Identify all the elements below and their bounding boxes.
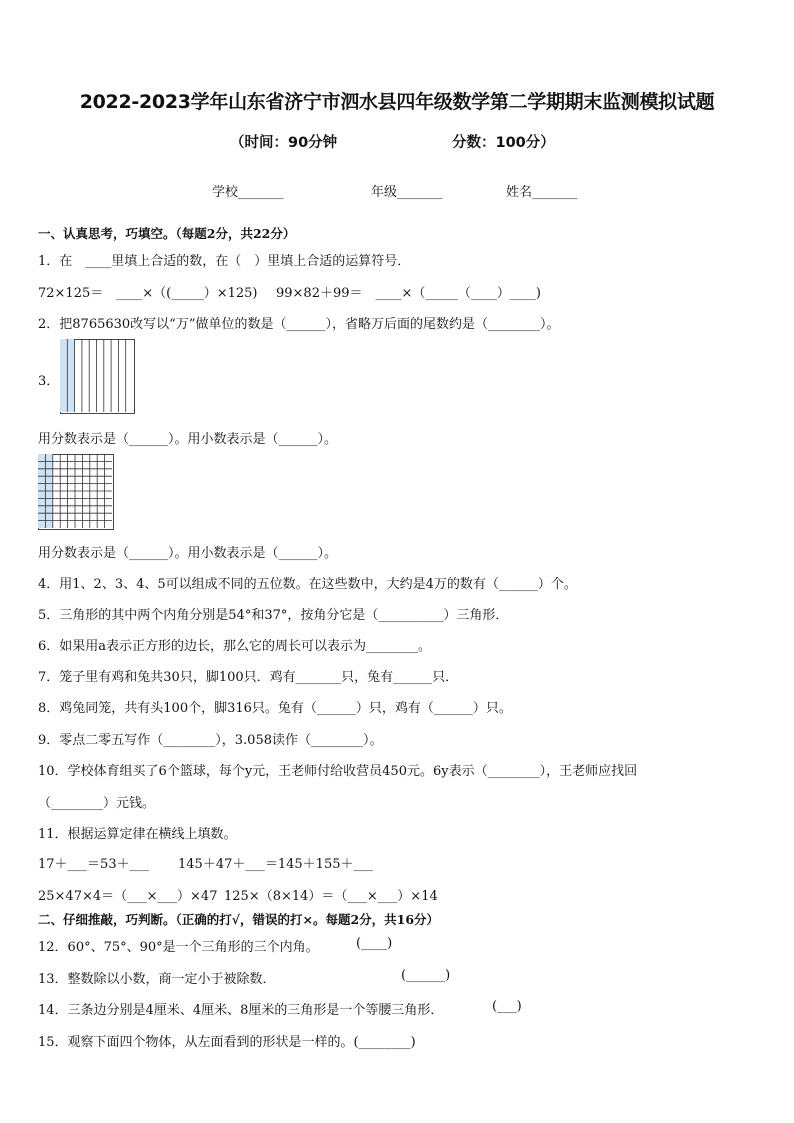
q12-answer-blank: (____) bbox=[356, 936, 393, 951]
q13-answer-blank: (______) bbox=[401, 968, 451, 983]
q14-text: 14．三条边分别是4厘米、4厘米、8厘米的三角形是一个等腰三角形． bbox=[38, 1003, 444, 1018]
q4-text: 4．用1、2、3、4、5可以组成不同的五位数。在这些数中，大约是4万的数有（______）个。 bbox=[38, 577, 577, 592]
q3-answer-2: 用分数表示是（______）。用小数表示是（______）。 bbox=[38, 546, 338, 561]
q3-label: 3． bbox=[38, 374, 60, 389]
section-2-header: 二、仔细推敲，巧判断。（正确的打√，错误的打×。每题2分，共16分） bbox=[38, 912, 440, 927]
q10-line-2: （________）元钱。 bbox=[38, 796, 156, 811]
q1-calc-b: 99×82＋99＝ ____×（_____（____）____) bbox=[276, 286, 541, 301]
q11-row2-a: 25×47×4＝（___×___）×47 bbox=[38, 889, 218, 904]
q8-text: 8．鸡兔同笼，共有头100个，脚316只。兔有（______）只，鸡有（______）只。 bbox=[38, 701, 512, 716]
hundredths-grid-svg bbox=[38, 454, 112, 528]
q11-row1-a: 17＋___＝53＋___ bbox=[38, 857, 150, 872]
q3-answer-1: 用分数表示是（______）。用小数表示是（______）。 bbox=[38, 432, 338, 447]
q1-text: 1．在 ____里填上合适的数，在（ ）里填上合适的运算符号． bbox=[38, 254, 411, 269]
grade-field: 年级_______ bbox=[371, 185, 443, 200]
q5-text: 5．三角形的其中两个内角分别是54°和37°，按角分它是（__________）三角形． bbox=[38, 608, 509, 623]
q1-calc-a: 72×125＝ ____×（(_____）×125) bbox=[38, 286, 258, 301]
q6-text: 6．如果用a表示正方形的边长，那么它的周长可以表示为________。 bbox=[38, 639, 432, 654]
q7-text: 7．笼子里有鸡和兔共30只，脚100只．鸡有_______只，兔有______只． bbox=[38, 670, 459, 685]
q12-text: 12．60°、75°、90°是一个三角形的三个内角。 bbox=[38, 940, 319, 955]
q11-row2-b: 125×（8×14）＝（___×___）×14 bbox=[224, 889, 438, 904]
section-1-header: 一、认真思考，巧填空。（每题2分，共22分） bbox=[38, 226, 296, 241]
tenths-grid-svg bbox=[60, 339, 133, 412]
hundredths-grid bbox=[38, 454, 114, 530]
q14-answer-blank: (___) bbox=[492, 999, 522, 1014]
q2-text: 2．把8765630改写以“万”做单位的数是（______），省略万后面的尾数约是（________）。 bbox=[38, 317, 560, 332]
q15-text: 15．观察下面四个物体，从左面看到的形状是一样的。(________) bbox=[38, 1035, 416, 1050]
score-label: 分数：100分） bbox=[452, 135, 555, 151]
q11-row1-b: 145＋47＋___＝145＋155＋___ bbox=[178, 857, 373, 872]
q11-text: 11．根据运算定律在横线上填数。 bbox=[38, 827, 237, 842]
q10-line-1: 10．学校体育组买了6个篮球，每个y元，王老师付给收营员450元。6y表示（________），王老师应找回 bbox=[38, 764, 638, 779]
name-field: 姓名_______ bbox=[506, 185, 578, 200]
q9-text: 9．零点二零五写作（________），3.058读作（________）。 bbox=[38, 733, 383, 748]
school-field: 学校_______ bbox=[212, 185, 284, 200]
time-label: （时间：90分钟 bbox=[230, 135, 338, 151]
q13-text: 13．整数除以小数，商一定小于被除数． bbox=[38, 972, 276, 987]
tenths-grid bbox=[60, 339, 135, 414]
page-title: 2022-2023学年山东省济宁市泗水县四年级数学第二学期期末监测模拟试题 bbox=[79, 91, 715, 113]
